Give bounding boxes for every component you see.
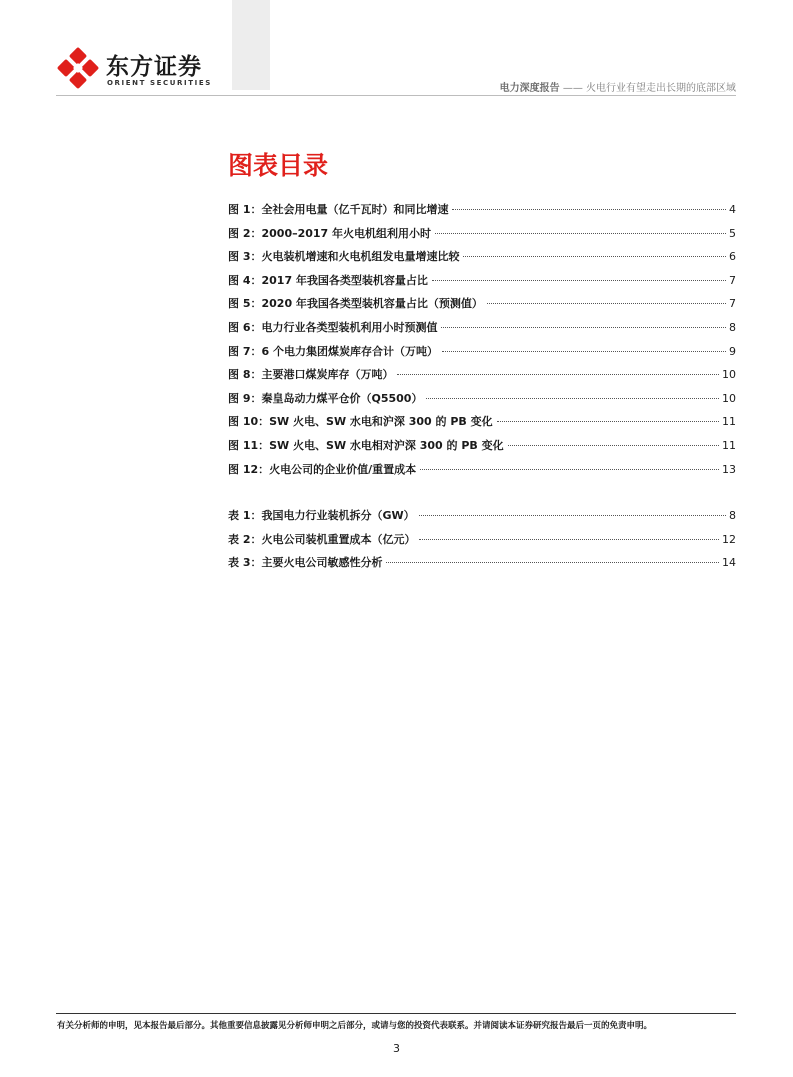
toc-leader-dots: [442, 351, 726, 352]
toc-heading: 图表目录: [228, 151, 329, 180]
toc-entry-label: 图 12：火电公司的企业价值/重置成本: [228, 462, 417, 476]
toc-entry-table-2[interactable]: [228, 531, 736, 555]
toc-leader-dots: [463, 256, 726, 257]
toc-leader-dots: [497, 421, 719, 422]
toc-entry-label: 图 2：2000–2017 年火电机组利用小时: [228, 226, 432, 240]
toc-entry-figure-8[interactable]: [228, 366, 736, 390]
toc-entry-page: 11: [722, 438, 736, 452]
toc-leader-dots: [419, 539, 719, 540]
footer-disclaimer: 有关分析师的申明，见本报告最后部分。其他重要信息披露见分析师申明之后部分，或请与您的投资代表联系。并请阅读本证券研究报告最后一页的免责申明。: [57, 1021, 653, 1031]
toc-entry-figure-10[interactable]: [228, 413, 736, 437]
toc-entry-page: 7: [729, 297, 736, 311]
toc-entry-label: 图 5：2020 年我国各类型装机容量占比（预测值）: [228, 297, 483, 311]
toc-leader-dots: [426, 398, 719, 399]
toc-leader-dots: [452, 209, 726, 210]
toc-leader-dots: [487, 303, 726, 304]
header-divider: [56, 95, 736, 96]
toc-entry-page: 11: [722, 415, 736, 429]
toc-entry-page: 13: [722, 462, 736, 476]
toc-entry-figure-5[interactable]: [228, 295, 736, 319]
toc-entry-table-1[interactable]: [228, 507, 736, 531]
toc-leader-dots: [386, 562, 719, 563]
toc-entry-label: 表 1：我国电力行业装机拆分（GW）: [228, 509, 415, 522]
toc-entry-page: 8: [729, 509, 736, 522]
report-type: 电力深度报告: [499, 83, 560, 94]
page-number: 3: [393, 1042, 400, 1055]
report-header: [500, 79, 736, 94]
toc-leader-dots: [508, 445, 719, 446]
toc-leader-dots: [397, 374, 719, 375]
toc-entry-figure-6[interactable]: [228, 319, 736, 343]
footer-divider: [56, 1013, 736, 1014]
logo-chinese-name: 东方证券: [106, 54, 202, 80]
toc-entry-figure-9[interactable]: [228, 390, 736, 414]
toc-entry-figure-11[interactable]: [228, 437, 736, 461]
header-separator: ——: [562, 83, 583, 94]
toc-entry-page: 7: [729, 273, 736, 287]
toc-entry-label: 表 3：主要火电公司敏感性分析: [228, 556, 383, 570]
toc-entry-page: 12: [722, 532, 736, 546]
toc-leader-dots: [441, 327, 726, 328]
toc-entry-label: 图 3：火电装机增速和火电机组发电量增速比较: [228, 250, 460, 264]
toc-entry-label: 图 6：电力行业各类型装机利用小时预测值: [228, 320, 438, 334]
toc-entry-label: 图 1：全社会用电量（亿千瓦时）和同比增速: [228, 203, 449, 216]
toc-entry-label: 图 4：2017 年我国各类型装机容量占比: [228, 273, 428, 287]
toc-entry-label: 图 9：秦皇岛动力煤平仓价（Q5500）: [228, 391, 423, 405]
table-toc-list: [228, 507, 736, 578]
toc-entry-page: 5: [729, 226, 736, 240]
toc-entry-page: 9: [729, 344, 736, 358]
toc-entry-page: 10: [722, 368, 736, 382]
toc-entry-page: 10: [722, 391, 736, 405]
toc-entry-figure-3[interactable]: [228, 248, 736, 272]
toc-entry-page: 6: [729, 250, 736, 264]
report-title: 火电行业有望走出长期的底部区域: [586, 83, 736, 94]
toc-entry-label: 表 2：火电公司装机重置成本（亿元）: [228, 532, 416, 546]
company-logo: [56, 46, 216, 92]
header-accent-bar: [232, 0, 270, 90]
toc-entry-page: 8: [729, 320, 736, 334]
toc-entry-figure-4[interactable]: [228, 272, 736, 296]
toc-entry-figure-12[interactable]: [228, 461, 736, 485]
orient-logo-icon: [56, 46, 100, 90]
logo-english-name: ORIENT SECURITIES: [107, 79, 212, 87]
toc-entry-label: 图 7：6 个电力集团煤炭库存合计（万吨）: [228, 344, 438, 358]
toc-leader-dots: [420, 469, 719, 470]
toc-entry-table-3[interactable]: [228, 554, 736, 578]
toc-entry-figure-2[interactable]: [228, 225, 736, 249]
toc-entry-label: 图 8：主要港口煤炭库存（万吨）: [228, 368, 394, 382]
toc-entry-page: 4: [729, 203, 736, 216]
toc-entry-label: 图 11：SW 火电、SW 水电相对沪深 300 的 PB 变化: [228, 438, 504, 452]
toc-entry-figure-7[interactable]: [228, 343, 736, 367]
toc-entry-label: 图 10：SW 火电、SW 水电和沪深 300 的 PB 变化: [228, 415, 493, 429]
toc-entry-figure-1[interactable]: [228, 201, 736, 225]
toc-leader-dots: [432, 280, 726, 281]
figure-toc-list: [228, 201, 736, 484]
toc-leader-dots: [435, 233, 726, 234]
toc-entry-page: 14: [722, 556, 736, 570]
toc-leader-dots: [419, 515, 726, 516]
